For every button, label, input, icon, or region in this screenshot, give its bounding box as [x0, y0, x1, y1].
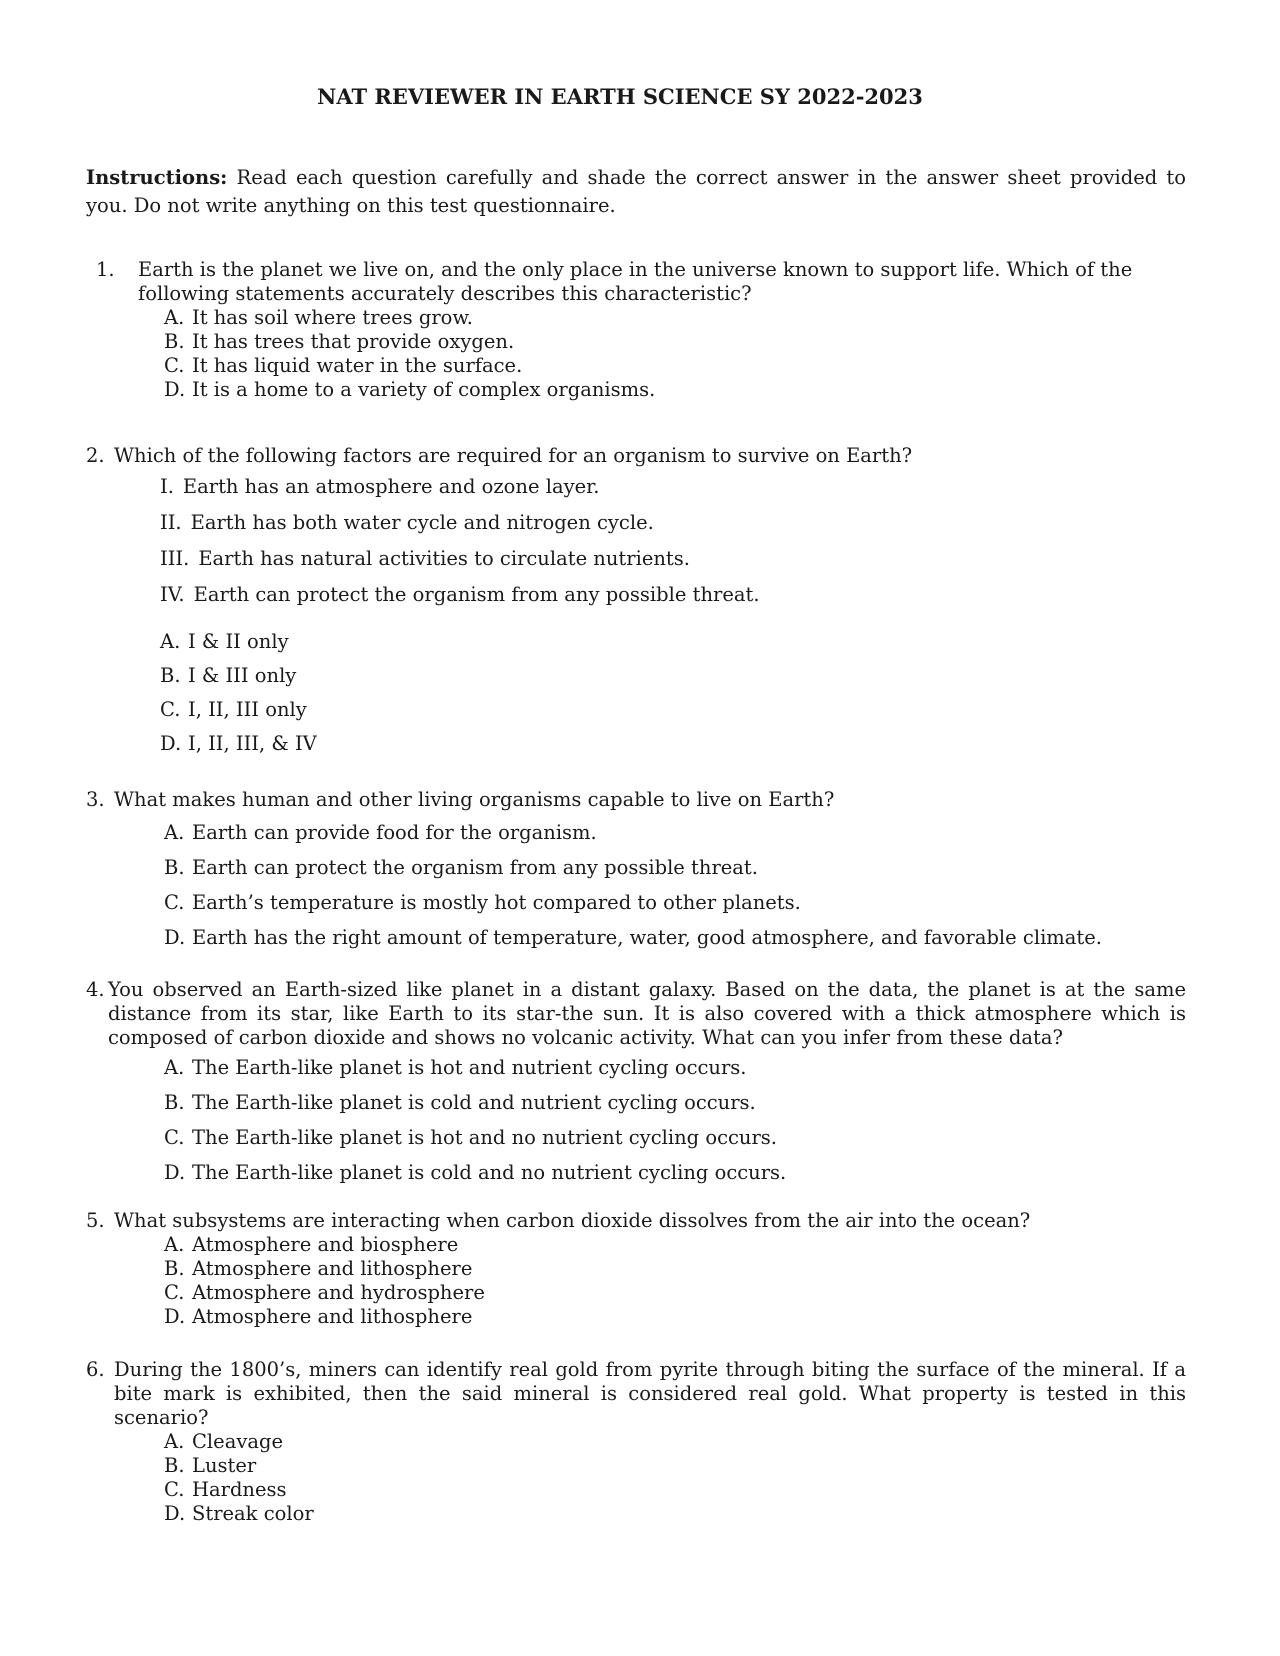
option-a: A. Atmosphere and biosphere	[164, 1233, 459, 1256]
question-text: What makes human and other living organisms capable to live on Earth?	[114, 788, 835, 811]
option-a: A. I & II only	[160, 630, 289, 653]
option-d: D. The Earth-like planet is cold and no nutrient cycling occurs.	[164, 1161, 787, 1184]
statement-iv: IV. Earth can protect the organism from any possible threat.	[160, 583, 760, 606]
question-text: What subsystems are interacting when carbon dioxide dissolves from the air into the ocean?	[114, 1209, 1031, 1232]
question-number: 1.	[96, 258, 115, 281]
option-b: B. Luster	[164, 1454, 257, 1477]
question-1	[86, 258, 1186, 402]
option-c: C. Atmosphere and hydrosphere	[164, 1281, 485, 1304]
option-d: D. It is a home to a variety of complex organisms.	[164, 378, 656, 401]
page-title: NAT REVIEWER IN EARTH SCIENCE SY 2022-2023	[317, 84, 923, 109]
option-d: D. Earth has the right amount of temperature, water, good atmosphere, and favorable climate.	[164, 926, 1102, 949]
option-d: D. Atmosphere and lithosphere	[164, 1305, 473, 1328]
statement-i: I. Earth has an atmosphere and ozone layer.	[160, 475, 600, 498]
question-number: 2.	[86, 444, 105, 467]
option-b: B. Atmosphere and lithosphere	[164, 1257, 473, 1280]
option-c: C. The Earth-like planet is hot and no nutrient cycling occurs.	[164, 1126, 777, 1149]
option-c: C. Hardness	[164, 1478, 287, 1501]
question-number: 6.	[86, 1358, 105, 1381]
option-c: C. It has liquid water in the surface.	[164, 354, 523, 377]
option-a: A. Earth can provide food for the organism.	[164, 821, 597, 844]
question-text: Earth is the planet we live on, and the only place in the universe known to support life. Which of the following statements accurately describes this characteristic?	[138, 258, 1133, 305]
question-2	[86, 443, 1186, 761]
option-b: B. The Earth-like planet is cold and nutrient cycling occurs.	[164, 1091, 756, 1114]
option-d: D. Streak color	[164, 1502, 314, 1525]
question-number: 5.	[86, 1209, 105, 1232]
option-a: A. The Earth-like planet is hot and nutrient cycling occurs.	[164, 1056, 747, 1079]
instructions-text: Read each question carefully and shade the correct answer in the answer sheet provided to you. Do not write anything on this test questionnaire.	[86, 166, 1187, 217]
option-b: B. I & III only	[160, 664, 297, 687]
option-c: C. Earth’s temperature is mostly hot compared to other planets.	[164, 891, 801, 914]
instructions	[86, 164, 1186, 219]
question-6	[86, 1358, 1186, 1526]
question-5	[86, 1209, 1186, 1329]
instructions-label: Instructions:	[86, 166, 228, 189]
question-3	[86, 785, 1186, 955]
option-b: B. It has trees that provide oxygen.	[164, 330, 515, 353]
option-b: B. Earth can protect the organism from any possible threat.	[164, 856, 758, 879]
statement-ii: II. Earth has both water cycle and nitrogen cycle.	[160, 511, 654, 534]
option-a: A. Cleavage	[164, 1430, 283, 1453]
question-text: During the 1800’s, miners can identify real gold from pyrite through biting the surface of the mineral. If a bite mark is exhibited, then the said mineral is considered real gold. What property is tested in this scenario?	[114, 1358, 1186, 1429]
question-number: 4.	[86, 978, 105, 1001]
option-a: A. It has soil where trees grow.	[164, 306, 473, 329]
option-c: C. I, II, III only	[160, 698, 307, 721]
question-4	[86, 978, 1186, 1190]
statement-iii: III. Earth has natural activities to circulate nutrients.	[160, 547, 690, 570]
question-text: You observed an Earth-sized like planet in a distant galaxy. Based on the data, the planet is at the same distance from its star, like Earth to its star-the sun. It is also covered with a thick atmosphere which is composed of carbon dioxide and shows no volcanic activity. What can you infer from these data?	[108, 978, 1186, 1049]
option-d: D. I, II, III, & IV	[160, 732, 317, 755]
question-text: Which of the following factors are required for an organism to survive on Earth?	[114, 444, 913, 467]
question-number: 3.	[86, 788, 105, 811]
